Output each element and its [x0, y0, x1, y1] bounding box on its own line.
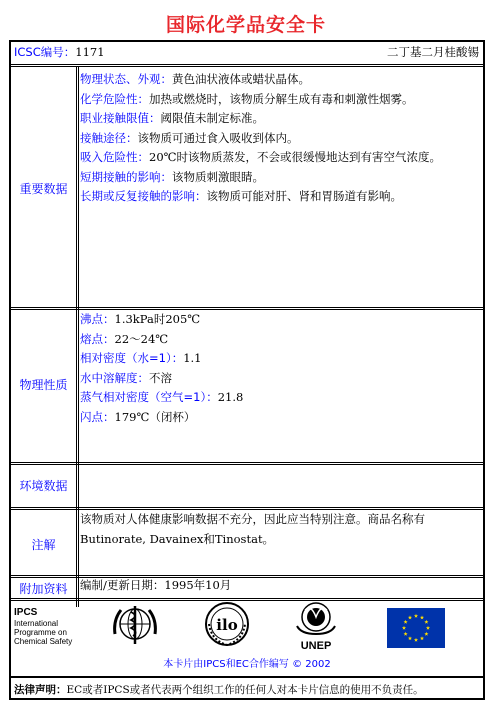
eu-flag-icon — [387, 608, 445, 648]
legal-notice: 法律声明：EC或者IPCS或者代表两个组织工作的任何人对本卡片信息的使用不负责任。 — [14, 684, 424, 696]
divider — [11, 676, 483, 678]
important-line: 职业接触限值：阈限值未制定标准。 — [80, 111, 264, 125]
physical-line: 蒸气相对密度（空气=1）：21.8 — [80, 390, 244, 404]
icsc-number: ICSC编号：1171 — [14, 45, 105, 59]
ipcs-block: IPCS International Programme on Chemical Safety — [14, 607, 73, 646]
physical-line: 熔点：22～24℃ — [80, 331, 169, 346]
credit-line: 本卡片由IPCS和EC合作编写 © 2002 — [163, 659, 331, 670]
section-label-notes: 注解 — [31, 538, 56, 552]
update-date: 编制/更新日期：1995年10月 — [80, 578, 232, 592]
card-title: 国际化学品安全卡 — [165, 14, 326, 36]
svg-text:UNEP: UNEP — [300, 640, 332, 652]
section-label-important: 重要数据 — [19, 182, 68, 196]
physical-line: 沸点：1.3kPa时205℃ — [80, 312, 201, 326]
divider — [11, 462, 483, 465]
important-line: 短期接触的影响：该物质刺激眼睛。 — [80, 169, 264, 184]
physical-line: 水中溶解度：不溶 — [80, 370, 172, 385]
physical-properties-list — [80, 310, 243, 427]
unep-logo-icon — [291, 600, 341, 652]
divider — [11, 64, 483, 67]
svg-text:ilo: ilo — [216, 616, 238, 634]
physical-line: 相对密度（水=1）：1.1 — [80, 351, 202, 365]
section-label-additional: 附加资料 — [19, 582, 68, 596]
important-line: 化学危险性：加热或燃烧时，该物质分解生成有毒和刺激性烟雾。 — [80, 91, 414, 106]
important-line: 吸入危险性：20℃时该物质蒸发，不会或很缓慢地达到有害空气浓度。 — [80, 150, 441, 164]
important-line: 长期或反复接触的影响：该物质可能对肝、肾和胃肠道有影响。 — [80, 189, 402, 203]
important-line: 物理状态、外观：黄色油状液体或蜡状晶体。 — [80, 72, 310, 86]
section-label-physical: 物理性质 — [19, 378, 68, 392]
safety-card — [9, 40, 485, 700]
who-logo-icon — [109, 600, 161, 648]
notes-text: 该物质对人体健康影响数据不充分，因此应当特别注意。商品名称有 Butinorate, Davainex和Tinostat。 — [80, 512, 425, 546]
physical-line: 闪点：179℃（闭杯） — [80, 409, 196, 424]
ilo-logo-icon — [201, 600, 253, 648]
compound-name: 二丁基二月桂酸锡 — [387, 45, 479, 59]
important-data-list — [80, 70, 441, 207]
column-divider — [76, 67, 79, 607]
section-label-environment: 环境数据 — [19, 479, 68, 493]
important-line: 接触途径：该物质可通过食入吸收到体内。 — [80, 130, 299, 145]
